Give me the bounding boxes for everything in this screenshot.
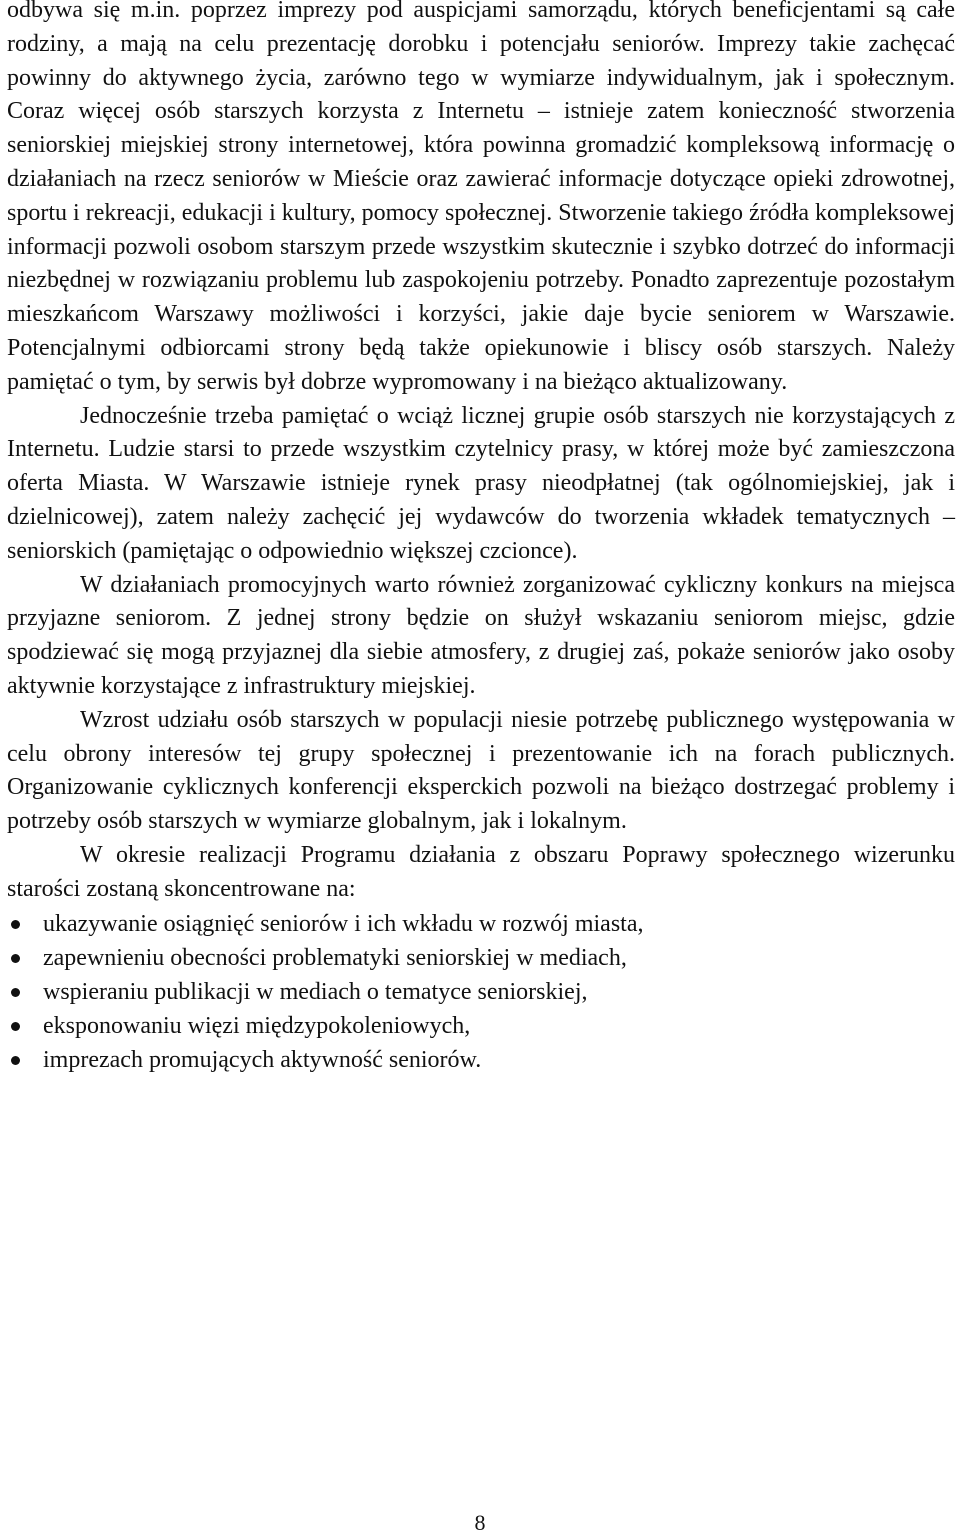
bullet-item (7, 975, 955, 1009)
bullet-icon (11, 920, 20, 929)
bullet-item (7, 907, 955, 941)
paragraph-press-offer: Jednocześnie trzeba pamiętać o wciąż licznej grupie osób starszych nie korzystających z Internetu. Ludzie starsi to przede wszystkim czytelnicy prasy, w której może być zamieszczona oferta Miasta. W Warszawie istnieje rynek prasy nieodpłatnej (tak ogólnomiejskiej, jak i dzielnicowej), zatem należy zachęcić jej wydawców do tworzenia wkładek tematycznych – seniorskich (pamiętając o odpowiednio większej czcionce). (7, 402, 955, 564)
bullet-item (7, 941, 955, 975)
bullet-text: ukazywanie osiągnięć seniorów i ich wkładu w rozwój miasta, (43, 910, 644, 937)
bullet-icon (11, 988, 20, 997)
paragraph-conferences: Wzrost udziału osób starszych w populacji niesie potrzebę publicznego występowania w celu obrony interesów tej grupy społecznej i prezentowanie ich na forach publicznych. Organizowanie cyklicznych konferencji eksperckich pozwoli na bieżąco dostrzegać problemy i potrzeby osób starszych w wymiarze globalnym, jak i lokalnym. (7, 706, 955, 835)
action-bullet-list (7, 907, 955, 1077)
paragraph-contest: W działaniach promocyjnych warto również zorganizować cykliczny konkurs na miejsca przyjazne seniorom. Z jednej strony będzie on służył wskazaniu seniorom miejsc, gdzie spodziewać się mogą przyjaznej dla siebie atmosfery, z drugiej zaś, pokaże seniorów jako osoby aktywnie korzystające z infrastruktury miejskiej. (7, 571, 955, 699)
bullet-item (7, 1043, 955, 1077)
bullet-item (7, 1009, 955, 1043)
paragraph-program-intro: W okresie realizacji Programu działania z obszaru Poprawy społecznego wizerunku starości zostaną skoncentrowane na: (7, 841, 955, 902)
page-number: 8 (474, 1510, 486, 1535)
bullet-text: eksponowaniu więzi międzypokoleniowych, (43, 1012, 471, 1039)
bullet-text: wspieraniu publikacji w mediach o tematyce seniorskiej, (43, 978, 588, 1005)
bullet-icon (11, 1022, 20, 1031)
document-page (7, 0, 955, 1077)
bullet-text: zapewnieniu obecności problematyki seniorskiej w mediach, (43, 944, 627, 971)
bullet-text: imprezach promujących aktywność seniorów. (43, 1046, 482, 1073)
bullet-icon (11, 1056, 20, 1065)
paragraph-seniors-website: odbywa się m.in. poprzez imprezy pod auspicjami samorządu, których beneficjentami są całe rodziny, a mają na celu prezentację dorobku i potencjału seniorów. Imprezy takie zachęcać powinny do aktywnego życia, zarówno tego w wymiarze indywidualnym, jak i społecznym. Coraz więcej osób starszych korzysta z Internetu – istnieje zatem konieczność stworzenia seniorskiej miejskiej strony internetowej, która powinna gromadzić kompleksową informację o działaniach na rzecz seniorów w Mieście oraz zawierać informacje dotyczące opieki zdrowotnej, sportu i rekreacji, edukacji i kultury, pomocy społecznej. Stworzenie takiego źródła kompleksowej informacji pozwoli osobom starszym przede wszystkim skutecznie i szybko dotrzeć do informacji niezbędnej w rozwiązaniu problemu lub zaspokojeniu potrzeby. Ponadto zaprezentuje pozostałym mieszkańcom Warszawy możliwości i korzyści, jakie daje bycie seniorem w Warszawie. Potencjalnymi odbiorcami strony będą także opiekunowie i bliscy osób starszych. Należy pamiętać o tym, by serwis był dobrze wypromowany i na bieżąco aktualizowany. (7, 0, 955, 395)
bullet-icon (11, 954, 20, 963)
